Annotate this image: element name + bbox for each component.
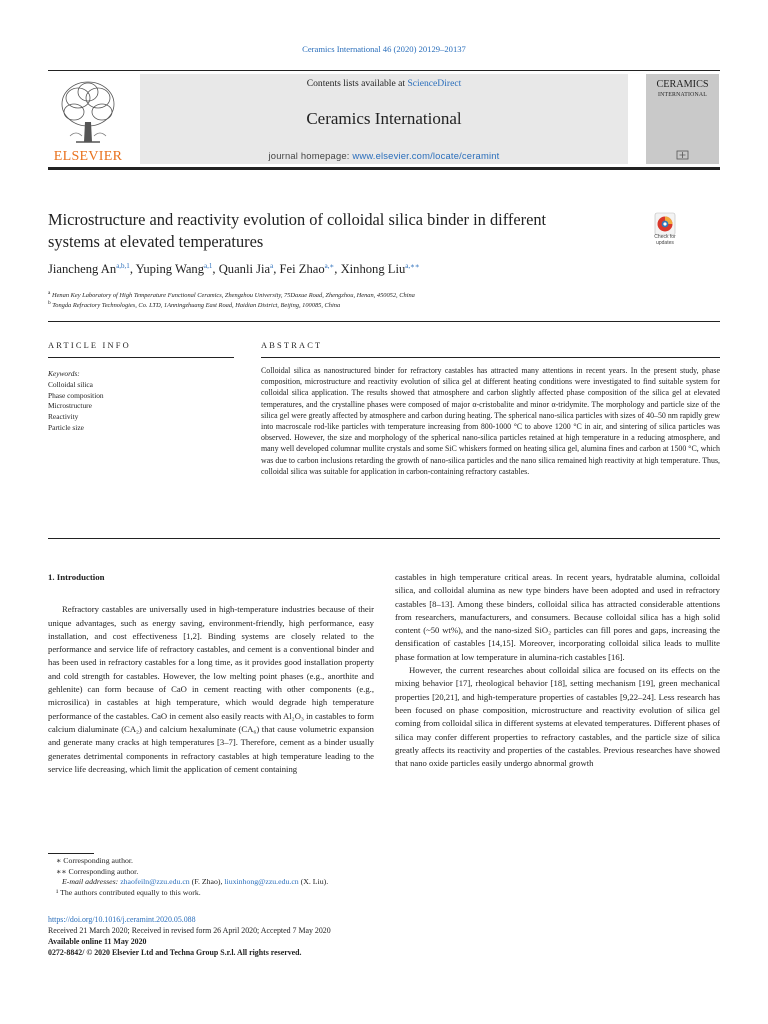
contents-line bbox=[140, 78, 628, 89]
available-online: Available online 11 May 2020 bbox=[48, 936, 147, 946]
journal-cover-thumbnail[interactable] bbox=[646, 74, 719, 164]
author-separator: , bbox=[334, 262, 341, 277]
author-list bbox=[48, 262, 720, 277]
author-name[interactable]: Fei Zhao bbox=[279, 262, 325, 277]
footnote-rule bbox=[48, 853, 94, 854]
check-for-updates-badge[interactable] bbox=[645, 212, 685, 252]
keyword[interactable]: Reactivity bbox=[48, 412, 79, 422]
author-marks[interactable]: a bbox=[270, 262, 274, 270]
author-marks[interactable]: a,1 bbox=[204, 262, 213, 270]
affiliation bbox=[48, 300, 720, 309]
article-title bbox=[48, 209, 638, 253]
cover-title: CERAMICS bbox=[656, 79, 709, 90]
check-updates-label bbox=[645, 235, 685, 246]
running-head[interactable]: Ceramics International 46 (2020) 20129–20137 bbox=[302, 44, 466, 54]
abstract-text: Colloidal silica as nanostructured binder for refractory castables has attracted many attentions in recent years. In the present study, phase composition, microstructure and reactivity evolution of silica gel at different heating conditions were investigated to find suitable system for colloidal silica application. The results showed that atmosphere and carbon slightly affected phase composition of the silica gel at elevated temperatures, and the crystalline phases were composed of major α-cristobalite and minor α-tridymite. The morphology and particle size of the silica gel were greatly affected by atmosphere and carbon during heating. The spherical nano-silica particles with sizes of 40–50 nm rapidly grew into macroscale rod-like particles with temperature increasing from 800-1000 °C to above 1200 °C in air, and sintering of silica particles was observed. However, the size and morphology of the spherical nano-silica particles retained at high temperature in a reducing atmosphere, and many well developed columnar mullite crystals and some SiC whiskers formed on heating silica gel, alumina fines and carbon at 1500 °C, which was due to carbon inclusions retarding the growth of nano-silica particles and the nano silica remained high reactivity at high temperature. Thus, colloidal silica was suitable for application in carbon-containing refractory castables. bbox=[261, 366, 720, 476]
body-column-right bbox=[395, 571, 720, 770]
author-separator: , bbox=[273, 262, 280, 277]
copyright-line: 0272-8842/ © 2020 Elsevier Ltd and Techna Group S.r.l. All rights reserved. bbox=[48, 947, 302, 957]
author[interactable] bbox=[219, 262, 280, 276]
author-marks[interactable]: a,∗ bbox=[324, 262, 335, 270]
check-updates-icon bbox=[645, 212, 685, 236]
title-line-2: systems at elevated temperatures bbox=[48, 232, 264, 251]
journal-homepage-link[interactable]: www.elsevier.com/locate/ceramint bbox=[352, 150, 500, 161]
doi-link[interactable]: https://doi.org/10.1016/j.ceramint.2020.05.088 bbox=[48, 915, 196, 924]
keywords-block bbox=[48, 369, 238, 434]
affiliation-mark: a bbox=[48, 290, 51, 296]
check-updates-line-1: Check for bbox=[654, 234, 676, 240]
footnote-corresponding-2: ∗∗ Corresponding author. bbox=[56, 866, 139, 876]
author-marks[interactable]: a,b,1 bbox=[116, 262, 130, 270]
homepage-line bbox=[140, 150, 628, 161]
keyword[interactable]: Microstructure bbox=[48, 401, 92, 411]
divider-rule bbox=[48, 538, 720, 539]
footnote-corresponding-1: ∗ Corresponding author. bbox=[56, 856, 133, 865]
keyword[interactable]: Colloidal silica bbox=[48, 379, 93, 389]
footnotes bbox=[48, 856, 720, 898]
email-label: E-mail addresses: bbox=[62, 877, 121, 887]
email-link-liu[interactable]: liuxinhong@zzu.edu.cn bbox=[224, 877, 299, 887]
affiliation-text: Tongda Refractory Technologies, Co. LTD, 1Anningzhuang East Road, Haidian District, Beijing, 100085, China bbox=[52, 302, 341, 310]
author[interactable] bbox=[48, 262, 136, 276]
author-separator: , bbox=[129, 262, 136, 277]
affiliation bbox=[48, 290, 720, 299]
divider-rule bbox=[48, 321, 720, 322]
body-paragraph: Refractory castables are universally used in high-temperature industries because of their unique advantages, such as energy saving, environment-friendly, high performance, easy installation, and cost effectiveness [1,2]. Binding systems are closely related to the performance and service life of refractory castables, and cement is a conventional binder and has been used in refractory castables for a long time, as it provides good installation property and cold strength for castables. However, the low melting point phases (e.g., anorthite and gehlenite) can form because of CaO in cement reacting with other components (e.g., microsilica) in castables at high temperature, which would degrade high temperature performance of the castables. CaO in cement also easily reacts with Al₂O₃ in castables to form calcium dialuminate (CA₂) and calcium hexaluminate (CA₆) that cause volumetric expansion and generate many cracks at high temperatures [3–7]. Therefore, cement as a binder usually generates detrimental components in refractory castables at high temperature leading to the service life decreasing, which limit the application of cement containing bbox=[48, 604, 374, 774]
journal-title: Ceramics International bbox=[306, 109, 462, 128]
title-line-1: Microstructure and reactivity evolution of colloidal silica binder in different bbox=[48, 210, 547, 229]
keywords-label: Keywords: bbox=[48, 369, 80, 378]
author-name[interactable]: Quanli Jia bbox=[218, 262, 271, 277]
cover-subtitle: INTERNATIONAL bbox=[658, 92, 707, 98]
masthead-top-rule bbox=[48, 70, 720, 71]
received-dates: Received 21 March 2020; Received in revised form 26 April 2020; Accepted 7 May 2020 bbox=[48, 925, 331, 935]
homepage-prefix: journal homepage: bbox=[268, 150, 353, 161]
author-marks[interactable]: a,∗∗ bbox=[405, 262, 420, 270]
keyword[interactable]: Particle size bbox=[48, 422, 84, 432]
author-name[interactable]: Xinhong Liu bbox=[340, 262, 406, 277]
keyword[interactable]: Phase composition bbox=[48, 390, 104, 400]
affiliation-text: Henan Key Laboratory of High Temperature Functional Ceramics, Zhengzhou University, 75Daxue Road, Zhengzhou, Henan, 450052, China bbox=[51, 292, 415, 300]
body-paragraph: However, the current researches about colloidal silica are focused on its effects on the mixing behavior [17], rheological behavior [18], setting mechanism [19], green mechanical properties [20,21], and high-temperature properties of castables [9,22–24]. Less research has been focused on phase composition, microstructure and reactivity evolution of silica gel coming from colloidal silica in different systems at elevated temperatures. Different phases of silica may confer different properties to refractory castables, and the particle size of silica greatly affects its reactivity and properties of the castables. Previous researches have showed that nano oxide particles easily undergo abnormal growth bbox=[395, 665, 720, 769]
email-owner-zhao: (F. Zhao), bbox=[189, 877, 225, 887]
abstract-heading: ABSTRACT bbox=[261, 341, 323, 350]
elsevier-logo bbox=[48, 76, 128, 164]
masthead-bottom-rule bbox=[48, 167, 720, 170]
article-info-heading: ARTICLE INFO bbox=[48, 341, 131, 350]
author[interactable] bbox=[136, 262, 219, 276]
author-separator: , bbox=[212, 262, 219, 277]
email-link-zhao[interactable]: zhaofeiln@zzu.edu.cn bbox=[120, 877, 190, 887]
elsevier-tree-icon bbox=[56, 78, 120, 148]
author[interactable] bbox=[280, 262, 341, 276]
author[interactable] bbox=[341, 262, 420, 276]
footnote-equal-contribution: ¹ The authors contributed equally to this work. bbox=[56, 887, 201, 897]
author-name[interactable]: Jiancheng An bbox=[48, 262, 117, 277]
body-column-left bbox=[48, 571, 374, 776]
email-owner-liu: (X. Liu). bbox=[298, 877, 329, 887]
publication-info bbox=[48, 915, 720, 959]
sciencedirect-link[interactable]: ScienceDirect bbox=[407, 78, 462, 89]
body-paragraph: castables in high temperature critical areas. In recent years, hydratable alumina, colloidal silica, and colloidal alumina as new type binders have been adopted and used in refractory castables [8–13]. Among these binders, colloidal silica has attracted considerable attentions from researchers, manufacturers, and consumers. Because colloidal silica has a high solid content (~50 wt%), and the nano-sized SiO₂ particles can fill pores and gaps, increasing the densification of castables [14,15]. Moreover, incorporating colloidal silica leads to mullite phase formation at low temperature in alumina-rich castables [16]. bbox=[395, 572, 720, 662]
abstract-rule bbox=[261, 357, 720, 358]
section-heading: 1. Introduction bbox=[48, 572, 105, 582]
article-info-rule bbox=[48, 357, 234, 358]
author-name[interactable]: Yuping Wang bbox=[135, 262, 205, 277]
cover-publisher-icon bbox=[676, 150, 689, 160]
affiliation-mark: b bbox=[48, 300, 51, 306]
contents-prefix: Contents lists available at bbox=[306, 78, 408, 89]
elsevier-wordmark: ELSEVIER bbox=[53, 149, 123, 164]
footnote-emails bbox=[48, 877, 720, 888]
check-updates-line-2: updates bbox=[656, 239, 674, 246]
